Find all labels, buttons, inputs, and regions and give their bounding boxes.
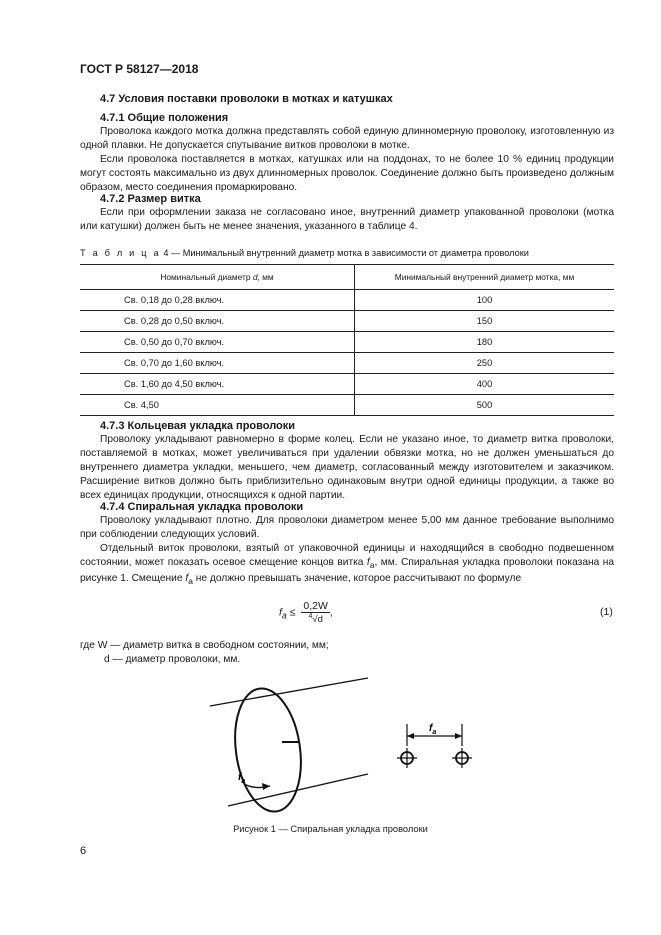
paragraph-spiral-2: Отдельный виток проволоки, взятый от упаковочной единицы и находящийся в свободно подвешенном состоянии, может показать осевое смещение концов витка $f_a$, мм. Спиральная укладка проволоки показана на рисунке 1. Смещение $f_a$ не должно превышать значение, которое рассчитывают по формуле xyxy=(80,543,614,587)
paragraph-general-1: Проволока каждого мотка должна представлять собой единую длинномерную проволоку, изготовленную из одной плавки. Не допускается спутывание витков проволоки в мотке. xyxy=(80,126,614,151)
fa-label: $f_a$ xyxy=(238,772,246,785)
table-row xyxy=(80,374,614,395)
table-row xyxy=(80,290,614,311)
cell-min-diameter: 500 xyxy=(355,395,615,416)
where-line-1: где W — диаметр витка в свободном состоянии, мм; xyxy=(80,640,329,651)
cell-wire-diameter: Св. 1,60 до 4,50 включ. xyxy=(80,374,355,395)
figure-caption: Рисунок 1 — Спиральная укладка проволоки xyxy=(233,824,428,834)
column-header-min-coil-diameter: Минимальный внутренний диаметр мотка, мм xyxy=(355,265,615,290)
arrow-head xyxy=(262,783,270,790)
where-line-2: d — диаметр проволоки, мм. xyxy=(104,654,241,665)
subsection-heading-general: 4.7.1 Общие положения xyxy=(100,112,229,124)
table-header-row xyxy=(80,265,614,290)
cell-wire-diameter: Св. 0,28 до 0,50 включ. xyxy=(80,311,355,332)
dim-arrow-left xyxy=(407,733,414,739)
cell-min-diameter: 150 xyxy=(355,311,615,332)
cell-min-diameter: 180 xyxy=(355,332,615,353)
subsection-heading-spiral-winding: 4.7.4 Спиральная укладка проволоки xyxy=(100,501,304,513)
spiral-winding-figure xyxy=(200,672,370,814)
cell-wire-diameter: Св. 0,70 до 1,60 включ. xyxy=(80,353,355,374)
fa-dim-label: $f_a$ xyxy=(429,723,437,736)
paragraph-general-2: Если проволока поставляется в мотках, катушках или на поддонах, то не более 10 % единиц продукции могут состоять максимально из двух длинномерных проволок. Соединение должно быть произведено должным образом, место соединения промаркировано. xyxy=(80,154,614,193)
table-row xyxy=(80,332,614,353)
cell-wire-diameter: Св. 4,50 xyxy=(80,395,355,416)
subsection-heading-coil-size: 4.7.2 Размер витка xyxy=(100,193,201,205)
cell-min-diameter: 400 xyxy=(355,374,615,395)
document-header: ГОСТ Р 58127—2018 xyxy=(80,62,199,76)
table-caption xyxy=(80,248,529,258)
page-number: 6 xyxy=(80,845,87,857)
table-caption-prefix: Т а б л и ц а xyxy=(80,248,161,258)
wire-bottom-line xyxy=(228,774,368,806)
paragraph-coil-size: Если при оформлении заказа не согласовано иное, внутренний диаметр упакованной проволоки (мотка или катушки) должен быть не менее значения, указанного в таблице 4. xyxy=(80,207,614,232)
cell-min-diameter: 250 xyxy=(355,353,615,374)
equation-number: (1) xyxy=(600,606,613,618)
table-row xyxy=(80,395,614,416)
formula-fraction: $\frac{0,2W}{^4√d}$ xyxy=(303,600,328,626)
table-row xyxy=(80,311,614,332)
paragraph-ring-winding: Проволоку укладывают равномерно в форме колец. Если не указано иное, то диаметр витка проволоки, поставляемой в мотках, может увеличиваться при удалении обвязки мотка, но не должен уменьшаться до внутреннего диаметра укладки, меньшего, чем диаметр, согласованный между изготовителем и заказчиком. Расширение витков должно быть приблизительно одинаковым внутри одной единицы продукции, а также во всех единицах продукции, относящихся к одной партии. xyxy=(80,434,614,501)
cell-wire-diameter: Св. 0,50 до 0,70 включ. xyxy=(80,332,355,353)
subsection-heading-ring-winding: 4.7.3 Кольцевая укладка проволоки xyxy=(100,420,296,432)
cell-min-diameter: 100 xyxy=(355,290,615,311)
dim-arrow-right xyxy=(455,733,462,739)
wire-top-line xyxy=(210,678,368,706)
cell-wire-diameter: Св. 0,18 до 0,28 включ. xyxy=(80,290,355,311)
offset-detail-figure xyxy=(394,716,474,774)
paragraph-spiral-1: Проволоку укладывают плотно. Для проволоки диаметром менее 5,00 мм данное требование выполнимо при соблюдении следующих условий. xyxy=(80,515,614,540)
column-header-wire-diameter: Номинальный диаметр d, мм xyxy=(80,265,355,290)
section-heading: 4.7 Условия поставки проволоки в мотках и катушках xyxy=(100,93,393,105)
min-coil-diameter-table xyxy=(80,264,614,416)
formula-1: $f_a$ ≤ $\frac{0,2W}{^4√d}$ , xyxy=(279,600,333,626)
table-row xyxy=(80,353,614,374)
table-caption-text: 4 — Минимальный внутренний диаметр мотка в зависимости от диаметра проволоки xyxy=(160,248,529,258)
coil-turn-ellipse xyxy=(228,684,309,814)
